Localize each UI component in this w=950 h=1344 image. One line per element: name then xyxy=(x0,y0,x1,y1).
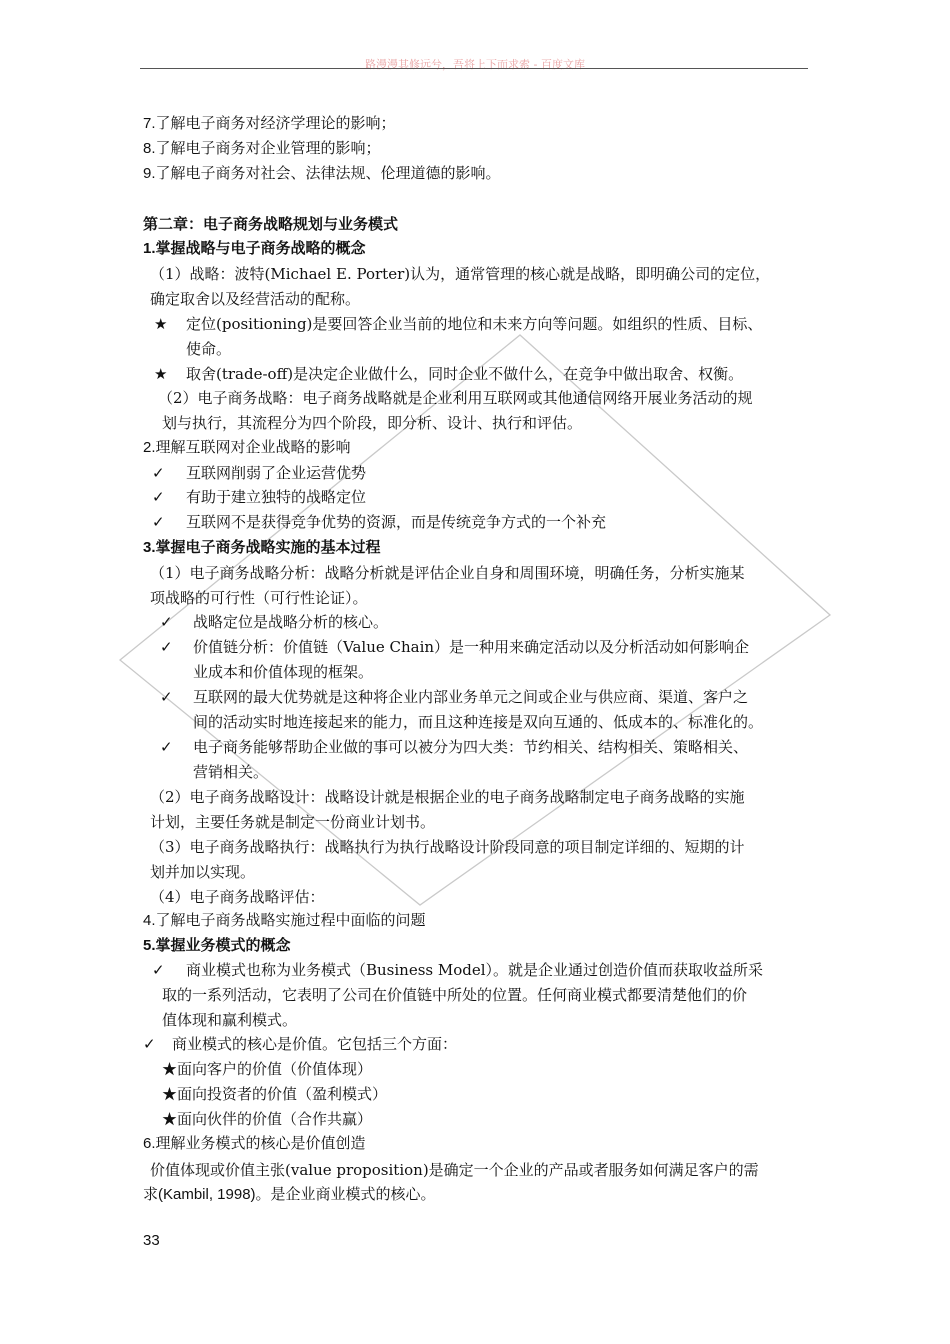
header-rule xyxy=(140,68,808,69)
text-line: 取舍(trade-off)是决定企业做什么，同时企业不做什么，在竞争中做出取舍、权衡。 xyxy=(186,365,744,383)
text-line: 3.掌握电子商务战略实施的基本过程 xyxy=(143,539,381,556)
text-line: 值体现和赢利模式。 xyxy=(162,1011,298,1029)
text-line: 8.了解电子商务对企业管理的影响； xyxy=(143,140,381,157)
text-line: 价值链分析：价值链（Value Chain）是一种用来确定活动以及分析活动如何影响企 xyxy=(193,638,750,656)
text-line: 有助于建立独特的战略定位 xyxy=(186,488,367,506)
text-line: （1）战略：波特(Michael E. Porter)认为，通常管理的核心就是战略，即明确公司的定位， xyxy=(150,265,771,283)
text-line: 计划，主要任务就是制定一份商业计划书。 xyxy=(150,813,436,831)
header-watermark-text: 路漫漫其修远兮，吾将上下而求索 - 百度文库 xyxy=(365,58,585,71)
star-bullet-icon: ★ xyxy=(154,315,168,333)
text-line: 电子商务能够帮助企业做的事可以被分为四大类：节约相关、结构相关、策略相关、 xyxy=(193,738,749,756)
text-line: 项战略的可行性（可行性论证）。 xyxy=(150,589,368,607)
text-line: 取的一系列活动，它表明了公司在价值链中所处的位置。任何商业模式都要清楚他们的价 xyxy=(162,986,748,1004)
text-line: 价值体现或价值主张(value proposition)是确定一个企业的产品或者服务如何满足客户的需 xyxy=(150,1161,759,1179)
text-line: 互联网的最大优势就是这种将企业内部业务单元之间或企业与供应商、渠道、客户之 xyxy=(193,688,749,706)
text-line: 求(Kambil, 1998)。是企业商业模式的核心。 xyxy=(143,1186,436,1203)
check-bullet-icon: ✓ xyxy=(152,488,165,506)
text-line: （4）电子商务战略评估： xyxy=(150,888,325,906)
text-line: ★面向伙伴的价值（合作共赢） xyxy=(162,1110,373,1128)
text-line: 营销相关。 xyxy=(193,763,269,781)
text-line: ★面向客户的价值（价值体现） xyxy=(162,1060,373,1078)
text-line: 4.了解电子商务战略实施过程中面临的问题 xyxy=(143,912,426,929)
star-bullet-icon: ★ xyxy=(154,365,168,383)
text-line: 5.掌握业务模式的概念 xyxy=(143,937,291,954)
text-line: 使命。 xyxy=(186,340,232,358)
text-line: （2）电子商务战略设计：战略设计就是根据企业的电子商务战略制定电子商务战略的实施 xyxy=(150,788,745,806)
text-line: 定位(positioning)是要回答企业当前的地位和未来方向等问题。如组织的性质、目标、 xyxy=(186,315,763,333)
text-line: 划与执行，其流程分为四个阶段，即分析、设计、执行和评估。 xyxy=(162,414,583,432)
text-line: 1.掌握战略与电子商务战略的概念 xyxy=(143,240,366,257)
text-line: 划并加以实现。 xyxy=(150,863,256,881)
text-line: 互联网不是获得竞争优势的资源，而是传统竞争方式的一个补充 xyxy=(186,513,607,531)
text-line: 6.理解业务模式的核心是价值创造 xyxy=(143,1135,366,1152)
text-line: 2.理解互联网对企业战略的影响 xyxy=(143,439,351,456)
page-number: 33 xyxy=(143,1232,160,1249)
check-bullet-icon: ✓ xyxy=(160,688,173,706)
text-line: （3）电子商务战略执行：战略执行为执行战略设计阶段同意的项目制定详细的、短期的计 xyxy=(150,838,745,856)
check-bullet-icon: ✓ xyxy=(160,738,173,756)
text-line: （2）电子商务战略：电子商务战略就是企业利用互联网或其他通信网络开展业务活动的规 xyxy=(158,389,753,407)
text-line: 商业模式也称为业务模式（Business Model）。就是企业通过创造价值而获取收益所采 xyxy=(186,961,764,979)
check-bullet-icon: ✓ xyxy=(152,513,165,531)
text-line: 间的活动实时地连接起来的能力，而且这种连接是双向互通的、低成本的、标准化的。 xyxy=(193,713,764,731)
text-line: 战略定位是战略分析的核心。 xyxy=(193,613,389,631)
check-bullet-icon: ✓ xyxy=(152,961,165,979)
text-line: 确定取舍以及经营活动的配称。 xyxy=(150,290,361,308)
text-line: ★面向投资者的价值（盈利模式） xyxy=(162,1085,388,1103)
check-bullet-icon: ✓ xyxy=(160,638,173,656)
text-line: 互联网削弱了企业运营优势 xyxy=(186,464,367,482)
text-line: 业成本和价值体现的框架。 xyxy=(193,663,374,681)
check-bullet-icon: ✓ xyxy=(160,613,173,631)
text-line: 7.了解电子商务对经济学理论的影响； xyxy=(143,115,396,132)
text-line: （1）电子商务战略分析：战略分析就是评估企业自身和周围环境，明确任务，分析实施某 xyxy=(150,564,745,582)
text-line: 商业模式的核心是价值。它包括三个方面： xyxy=(172,1035,458,1053)
text-line: 第二章：电子商务战略规划与业务模式 xyxy=(143,215,399,233)
check-bullet-icon: ✓ xyxy=(152,464,165,482)
text-line: 9.了解电子商务对社会、法律法规、伦理道德的影响。 xyxy=(143,165,501,182)
check-bullet-icon: ✓ xyxy=(143,1035,156,1053)
